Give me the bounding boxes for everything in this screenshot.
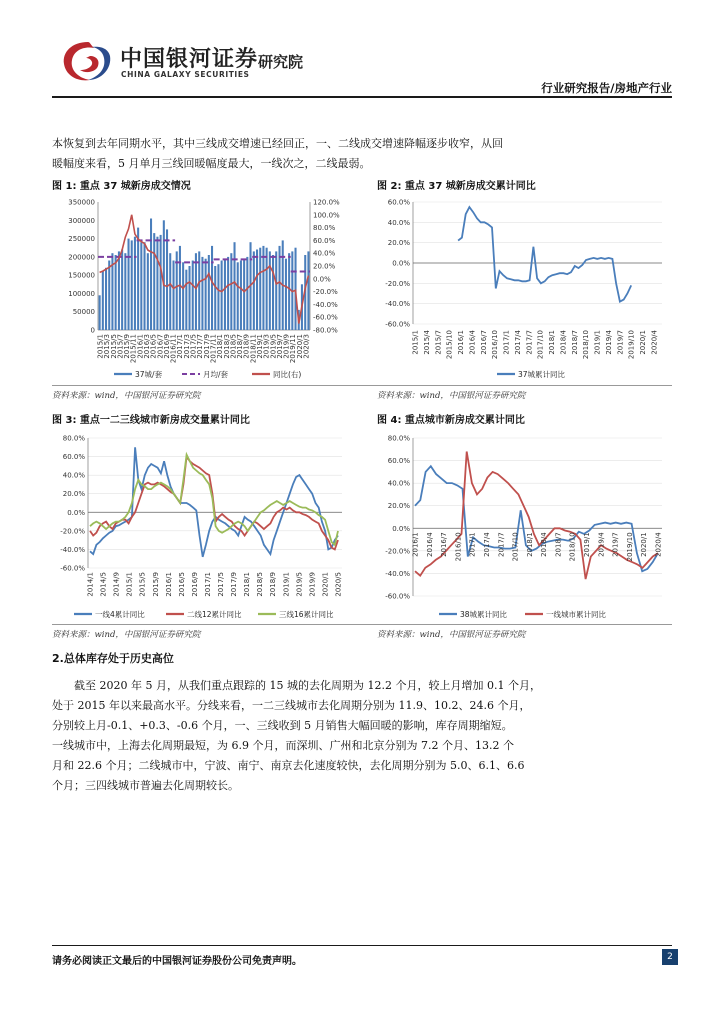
- fig1-xtick: 2015/1: [96, 334, 105, 359]
- fig1-ytick: 120.0%: [313, 198, 340, 207]
- fig1-ytick: 60.0%: [313, 236, 336, 245]
- fig3-xtick: 2019/1: [282, 572, 291, 597]
- fig3-xtick: 2018/9: [269, 572, 278, 597]
- fig1-ytick: -80.0%: [313, 326, 338, 335]
- footer-rule: [52, 945, 672, 946]
- fig1-bar: [147, 253, 149, 330]
- fig1-xtick: 2019/5: [269, 334, 278, 359]
- fig2-xtick: 2018/4: [559, 330, 568, 355]
- fig2-title: 图 2: 重点 37 城新房成交累计同比: [377, 181, 536, 192]
- fig3-xtick: 2020/5: [334, 572, 343, 597]
- fig3-xtick: 2016/1: [164, 572, 173, 597]
- fig1-bar: [237, 262, 239, 330]
- fig4-xtick: 2019/4: [597, 532, 606, 557]
- fig2-xtick: 2015/10: [445, 330, 454, 360]
- fig1-xtick: 2020/1: [295, 334, 304, 359]
- intro-line-1: 本恢复到去年同期水平，其中三线成交增速已经回正，一、二线成交增速降幅逐步收窄，从回: [52, 137, 503, 150]
- fig1-ytick: -60.0%: [313, 313, 338, 322]
- fig1-bar: [182, 262, 184, 330]
- fig1-bar: [208, 255, 210, 330]
- fig2-xtick: 2015/4: [422, 330, 431, 355]
- fig1-ytick: 150000: [68, 271, 95, 280]
- fig3-legend-tier1-label: 一线4累计同比: [95, 610, 145, 619]
- fig1-xtick: 2018/9: [242, 334, 251, 359]
- fig3-title: 图 3: 重点一二三线城市新房成交量累计同比: [52, 415, 250, 426]
- fig1-bar: [99, 295, 101, 330]
- fig1-ytick: 100.0%: [313, 211, 340, 220]
- fig2-xtick: 2020/1: [639, 330, 648, 355]
- fig1-bar: [108, 261, 110, 331]
- fig1-bar: [115, 255, 117, 330]
- fig-divider-1: [52, 385, 672, 386]
- fig1-bar: [131, 240, 133, 330]
- fig1-xtick: 2017/5: [189, 334, 198, 359]
- fig1-bar: [144, 242, 146, 330]
- section2-line-1: 截至 2020 年 5 月，从我们重点跟踪的 15 城的去化周期为 12.2 个月，较上月增加 0.1 个月，: [74, 679, 541, 692]
- fig3-xtick: 2014/9: [112, 572, 121, 597]
- fig4-source: 资料来源：wind，中国银河证券研究院: [377, 630, 526, 640]
- section2-line-4: 一线城市中，上海去化周期最短，为 6.9 个月，而深圳、广州和北京分别为 7.2 个月、13.2 个: [52, 739, 514, 752]
- fig1-ytick: 50000: [72, 308, 95, 317]
- fig2-series-line: [458, 207, 631, 302]
- fig2-source: 资料来源：wind，中国银河证券研究院: [377, 391, 526, 401]
- fig1-ytick: 250000: [68, 235, 95, 244]
- fig4-xtick: 2017/10: [511, 532, 520, 562]
- section2-line-2: 处于 2015 年以来最高水平。分线来看，一二三线城市去化周期分别为 11.9、10.2、24.6 个月，: [52, 699, 531, 712]
- fig1-bar: [256, 250, 258, 331]
- fig1-bar: [253, 251, 255, 330]
- fig1-xtick: 2019/7: [275, 334, 284, 359]
- page-number: 2: [662, 949, 678, 965]
- fig1-bar: [150, 219, 152, 331]
- fig1-xtick: 2016/7: [156, 334, 165, 359]
- fig2-xtick: 2016/7: [479, 330, 488, 355]
- fig1-ytick: 0: [90, 326, 95, 335]
- fig3-xtick: 2014/1: [86, 572, 95, 597]
- fig4-legend-38city-label: 38城累计同比: [460, 610, 508, 619]
- fig1-bar: [166, 229, 168, 330]
- fig1-bar: [163, 220, 165, 330]
- fig1-xtick: 2015/5: [109, 334, 118, 359]
- fig1-bar: [189, 266, 191, 330]
- fig1-xtick: 2016/5: [149, 334, 158, 359]
- fig1-ytick: 100000: [68, 289, 95, 298]
- fig1-legend-avg-label: 月均/套: [203, 370, 229, 379]
- fig2-ytick: -60.0%: [385, 320, 410, 329]
- fig1-bar: [169, 253, 171, 330]
- fig3-series-line: [90, 455, 338, 545]
- fig2-xtick: 2018/10: [582, 330, 591, 360]
- fig3-ytick: -40.0%: [60, 545, 85, 554]
- section2-line-5: 月和 22.6 个月；二线城市中，宁波、南宁、南京去化速度较快，去化周期分别为 5.0、6.1、6.6: [52, 759, 525, 772]
- fig2-xtick: 2017/7: [525, 330, 534, 355]
- fig4-xtick: 2020/1: [640, 532, 649, 557]
- galaxy-logo-icon: [60, 38, 116, 84]
- fig3-xtick: 2019/5: [295, 572, 304, 597]
- fig1-bar: [121, 250, 123, 331]
- fig2-chart: [377, 192, 672, 384]
- fig3-xtick: 2019/9: [308, 572, 317, 597]
- fig2-xtick: 2020/4: [650, 330, 659, 355]
- fig1-bar: [279, 246, 281, 330]
- fig1-bar: [140, 242, 142, 330]
- fig4-xtick: 2016/1: [411, 532, 420, 557]
- fig3-legend-tier2-label: 二线12累计同比: [187, 610, 242, 619]
- fig4-xtick: 2017/1: [468, 532, 477, 557]
- fig1-bar: [295, 248, 297, 330]
- fig4-ytick: 80.0%: [387, 434, 410, 443]
- fig3-xtick: 2014/5: [99, 572, 108, 597]
- fig4-xtick: 2019/10: [625, 532, 634, 562]
- fig1-xtick: 2016/1: [136, 334, 145, 359]
- fig2-xtick: 2018/7: [570, 330, 579, 355]
- fig2-xtick: 2016/1: [457, 330, 466, 355]
- fig1-bar: [173, 261, 175, 331]
- intro-line-2: 暖幅度来看，5 月单月三线回暖幅度最大，一线次之，二线最弱。: [52, 157, 371, 170]
- fig1-bar: [230, 253, 232, 330]
- fig1-xtick: 2016/9: [162, 334, 171, 359]
- fig1-bar: [201, 257, 203, 330]
- fig1-xtick: 2019/1: [255, 334, 264, 359]
- fig4-xtick: 2016/10: [454, 532, 463, 562]
- section2-line-6: 个月；三四线城市普遍去化周期较长。: [52, 779, 239, 792]
- fig1-xtick: 2016/11: [169, 334, 178, 364]
- fig1-legend-yoy-label: 同比(右): [273, 370, 302, 379]
- fig1-bar: [275, 251, 277, 330]
- fig1-ytick: 350000: [68, 198, 95, 207]
- fig1-bar: [288, 253, 290, 330]
- fig1-ytick: 0.0%: [313, 275, 331, 284]
- fig4-xtick: 2019/7: [611, 532, 620, 557]
- fig1-bar: [211, 246, 213, 330]
- fig1-bar: [205, 259, 207, 330]
- fig3-xtick: 2016/9: [190, 572, 199, 597]
- fig4-xtick: 2017/7: [497, 532, 506, 557]
- fig4-ytick: 60.0%: [387, 457, 410, 466]
- fig1-xtick: 2015/9: [123, 334, 132, 359]
- fig1-xtick: 2015/3: [103, 334, 112, 359]
- fig1-xtick: 2019/3: [262, 334, 271, 359]
- fig2-xtick: 2015/1: [411, 330, 420, 355]
- fig1-bar: [221, 261, 223, 331]
- fig4-title: 图 4: 重点城市新房成交累计同比: [377, 415, 525, 426]
- fig1-bar: [214, 266, 216, 330]
- fig3-series-line: [90, 457, 338, 550]
- fig2-ytick: -40.0%: [385, 300, 410, 309]
- fig4-xtick: 2018/10: [568, 532, 577, 562]
- fig1-xtick: 2019/11: [289, 334, 298, 364]
- fig2-xtick: 2017/4: [513, 330, 522, 355]
- fig2-xtick: 2019/7: [616, 330, 625, 355]
- fig1-xtick: 2015/7: [116, 334, 125, 359]
- fig1-bar: [246, 257, 248, 330]
- fig1-bar: [102, 272, 104, 331]
- fig3-ytick: 80.0%: [62, 434, 85, 443]
- fig3-legend-tier3-label: 三线16累计同比: [279, 610, 334, 619]
- fig3-xtick: 2017/5: [217, 572, 226, 597]
- fig3-xtick: 2015/9: [151, 572, 160, 597]
- fig4-ytick: 0.0%: [392, 524, 410, 533]
- fig3-ytick: 60.0%: [62, 453, 85, 462]
- fig1-bar: [195, 253, 197, 330]
- fig1-xtick: 2017/11: [209, 334, 218, 364]
- fig4-series-line: [415, 452, 658, 580]
- fig2-legend-label: 37城累计同比: [518, 370, 566, 379]
- report-type: 行业研究报告/房地产行业: [541, 81, 672, 95]
- fig3-ytick: -20.0%: [60, 527, 85, 536]
- fig1-bar: [192, 261, 194, 331]
- fig1-legend-bars-label: 37城/套: [135, 370, 163, 379]
- fig3-xtick: 2017/9: [230, 572, 239, 597]
- footer-disclaimer: 请务必阅读正文最后的中国银河证券股份公司免责声明。: [52, 956, 302, 967]
- fig1-bar: [137, 228, 139, 330]
- fig3-chart: [52, 428, 370, 624]
- fig1-xtick: 2018/1: [216, 334, 225, 359]
- fig1-bar: [124, 253, 126, 330]
- fig2-ytick: 20.0%: [387, 239, 410, 248]
- fig2-xtick: 2016/4: [468, 330, 477, 355]
- fig2-xtick: 2016/10: [491, 330, 500, 360]
- fig2-xtick: 2017/10: [536, 330, 545, 360]
- fig1-xtick: 2018/5: [229, 334, 238, 359]
- fig1-xtick: 2017/3: [182, 334, 191, 359]
- fig1-bar: [217, 264, 219, 330]
- fig1-bar: [227, 257, 229, 330]
- fig3-ytick: 40.0%: [62, 471, 85, 480]
- fig1-ytick: 20.0%: [313, 262, 336, 271]
- fig1-chart: [52, 192, 370, 384]
- fig3-xtick: 2017/1: [203, 572, 212, 597]
- institute-label: 研究院: [258, 53, 304, 71]
- fig2-xtick: 2019/10: [627, 330, 636, 360]
- fig4-xtick: 2018/7: [554, 532, 563, 557]
- fig2-ytick: 40.0%: [387, 218, 410, 227]
- fig1-ytick: 200000: [68, 253, 95, 262]
- fig4-ytick: -20.0%: [385, 547, 410, 556]
- fig1-xtick: 2015/11: [129, 334, 138, 364]
- fig1-bar: [307, 251, 309, 330]
- fig1-bar: [134, 237, 136, 330]
- fig2-ytick: -20.0%: [385, 279, 410, 288]
- fig2-ytick: 0.0%: [392, 259, 410, 268]
- fig1-bar: [259, 248, 261, 330]
- fig1-bar: [272, 255, 274, 330]
- fig1-xtick: 2019/9: [282, 334, 291, 359]
- fig4-xtick: 2020/4: [654, 532, 663, 557]
- fig1-source: 资料来源：wind，中国银河证券研究院: [52, 391, 201, 401]
- fig2-xtick: 2019/4: [604, 330, 613, 355]
- fig1-ytick: 40.0%: [313, 249, 336, 258]
- fig1-bar: [234, 242, 236, 330]
- fig2-xtick: 2015/7: [434, 330, 443, 355]
- fig2-xtick: 2017/1: [502, 330, 511, 355]
- logo-chinese: 中国银河证券: [120, 47, 259, 72]
- fig1-bar: [243, 259, 245, 330]
- fig4-xtick: 2018/4: [540, 532, 549, 557]
- fig4-ytick: 20.0%: [387, 502, 410, 511]
- fig3-ytick: 20.0%: [62, 490, 85, 499]
- fig4-ytick: 40.0%: [387, 479, 410, 488]
- fig1-xtick: 2018/3: [222, 334, 231, 359]
- fig1-title: 图 1: 重点 37 城新房成交情况: [52, 181, 191, 192]
- fig4-ytick: -60.0%: [385, 592, 410, 601]
- fig1-bar: [160, 235, 162, 330]
- section2-line-3: 分别较上月-0.1、+0.3、-0.6 个月，一、三线收到 5 月销售大幅回暖的影响，库存周期缩短。: [52, 719, 513, 732]
- logo-english: CHINA GALAXY SECURITIES: [121, 70, 250, 79]
- fig1-xtick: 2017/1: [176, 334, 185, 359]
- fig1-bar: [240, 261, 242, 331]
- fig2-ytick: 60.0%: [387, 198, 410, 207]
- fig3-xtick: 2015/1: [125, 572, 134, 597]
- fig3-ytick: 0.0%: [67, 508, 85, 517]
- fig1-xtick: 2017/7: [196, 334, 205, 359]
- fig3-xtick: 2016/5: [177, 572, 186, 597]
- fig1-bar: [224, 259, 226, 330]
- fig1-bar: [285, 259, 287, 330]
- fig4-chart: [377, 428, 672, 624]
- fig1-bar: [269, 251, 271, 330]
- fig1-xtick: 2017/9: [202, 334, 211, 359]
- fig1-bar: [262, 246, 264, 330]
- fig3-source: 资料来源：wind，中国银河证券研究院: [52, 630, 201, 640]
- fig1-bar: [118, 251, 120, 330]
- header-rule: [52, 96, 672, 98]
- fig1-xtick: 2018/11: [249, 334, 258, 364]
- fig4-xtick: 2017/4: [482, 532, 491, 557]
- fig1-bar: [266, 248, 268, 330]
- fig-divider-2: [52, 624, 672, 625]
- fig1-xtick: 2020/3: [302, 334, 311, 359]
- fig1-bar: [128, 239, 130, 330]
- fig3-xtick: 2018/5: [256, 572, 265, 597]
- fig3-xtick: 2015/5: [138, 572, 147, 597]
- fig2-xtick: 2018/1: [548, 330, 557, 355]
- fig3-ytick: -60.0%: [60, 564, 85, 573]
- fig4-legend-tier1-label: 一线城市累计同比: [546, 610, 606, 619]
- section2-title: 2.总体库存处于历史高位: [52, 652, 174, 665]
- fig1-bar: [153, 233, 155, 330]
- fig1-ytick: -20.0%: [313, 288, 338, 297]
- fig1-xtick: 2018/7: [236, 334, 245, 359]
- fig2-xtick: 2019/1: [593, 330, 602, 355]
- fig3-xtick: 2018/1: [243, 572, 252, 597]
- fig3-xtick: 2020/1: [321, 572, 330, 597]
- fig1-ytick: 300000: [68, 216, 95, 225]
- fig4-xtick: 2019/1: [583, 532, 592, 557]
- fig1-bar: [185, 270, 187, 330]
- fig1-bar: [105, 268, 107, 330]
- fig4-ytick: -40.0%: [385, 569, 410, 578]
- fig4-xtick: 2016/4: [425, 532, 434, 557]
- fig1-bar: [156, 237, 158, 330]
- fig4-xtick: 2018/1: [525, 532, 534, 557]
- fig1-ytick: 80.0%: [313, 224, 336, 233]
- fig1-xtick: 2016/3: [143, 334, 152, 359]
- fig1-bar: [179, 246, 181, 330]
- fig4-xtick: 2016/7: [440, 532, 449, 557]
- fig1-ytick: -40.0%: [313, 300, 338, 309]
